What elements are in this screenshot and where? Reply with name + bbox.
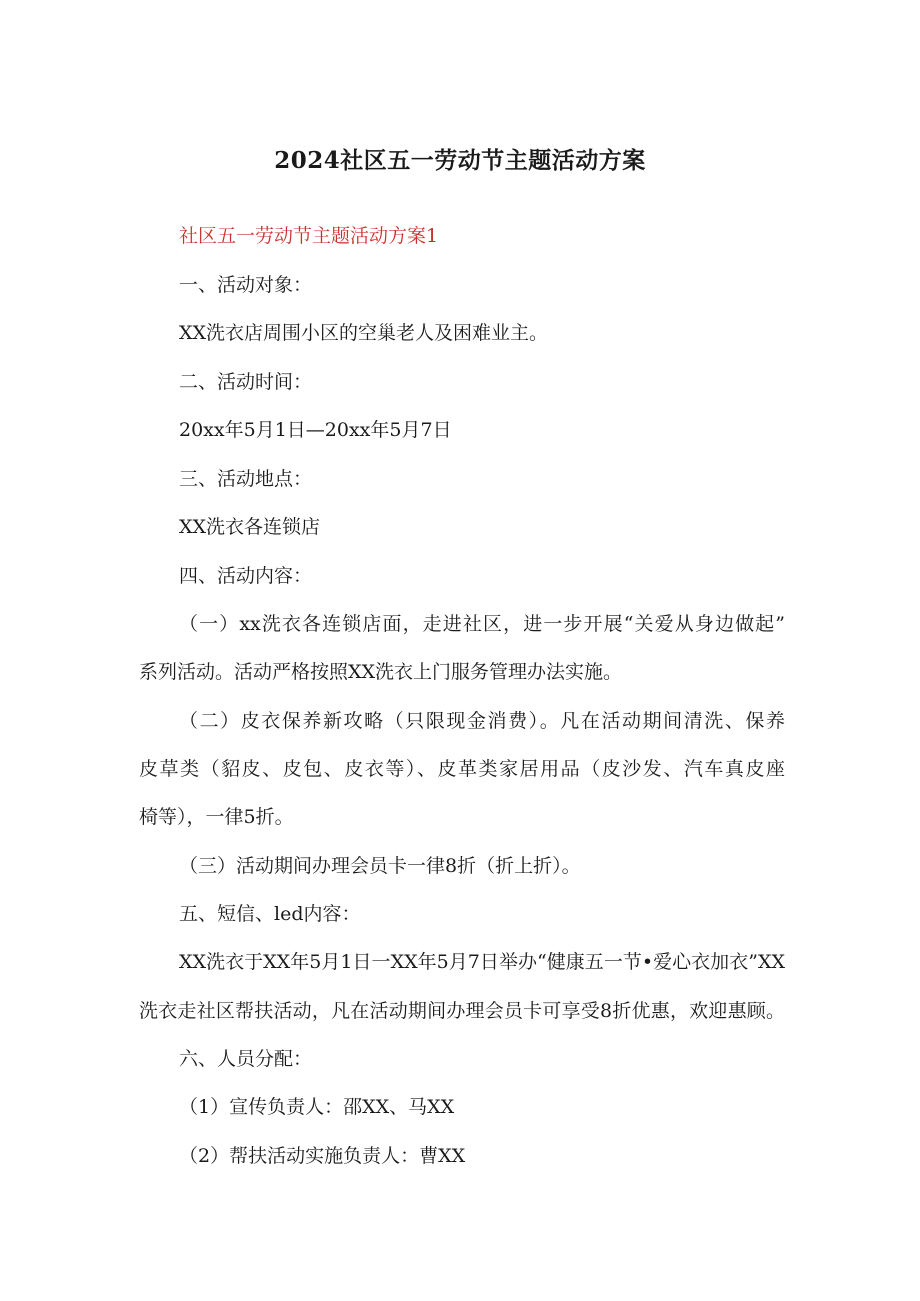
document-title: 2024社区五一劳动节主题活动方案	[274, 147, 646, 174]
paragraph-sms-line-2: 洗衣走社区帮扶活动，凡在活动期间办理会员卡可享受8折优惠，欢迎惠顾。	[139, 1000, 785, 1022]
paragraph-content-2-line-1: （二）皮衣保养新攻略（只限现金消费）。凡在活动期间清洗、保养	[179, 710, 785, 732]
heading-staff: 六、人员分配：	[179, 1048, 313, 1070]
paragraph-content-1-line-2: 系列活动。活动严格按照XX洗衣上门服务管理办法实施。	[139, 661, 623, 683]
paragraph-activity-target: XX洗衣店周围小区的空巢老人及困难业主。	[179, 322, 549, 344]
paragraph-activity-time: 20xx年5月1日—20xx年5月7日	[179, 419, 452, 441]
paragraph-content-2-line-2: 皮草类（貂皮、皮包、皮衣等）、皮革类家居用品（皮沙发、汽车真皮座	[139, 758, 785, 780]
staff-item-2: （2）帮扶活动实施负责人：曹XX	[179, 1145, 466, 1167]
paragraph-content-3: （三）活动期间办理会员卡一律8折（折上折）。	[179, 855, 581, 877]
paragraph-sms-line-1: XX洗衣于XX年5月1日一XX年5月7日举办“健康五一节•爱心衣加衣”XX	[179, 951, 785, 973]
heading-activity-target: 一、活动对象：	[179, 274, 313, 296]
staff-item-1: （1）宣传负责人：邵XX、马XX	[179, 1096, 455, 1118]
paragraph-activity-location: XX洗衣各连锁店	[179, 516, 321, 538]
heading-activity-content: 四、活动内容：	[179, 565, 313, 587]
paragraph-content-1-line-1: （一）xx洗衣各连锁店面，走进社区，进一步开展“关爱从身边做起”	[179, 613, 785, 635]
paragraph-content-2-line-3: 椅等），一律5折。	[139, 806, 294, 828]
heading-activity-location: 三、活动地点：	[179, 468, 313, 490]
section-heading: 社区五一劳动节主题活动方案1	[179, 225, 439, 247]
heading-sms-led: 五、短信、led内容：	[179, 903, 361, 925]
heading-activity-time: 二、活动时间：	[179, 371, 313, 393]
